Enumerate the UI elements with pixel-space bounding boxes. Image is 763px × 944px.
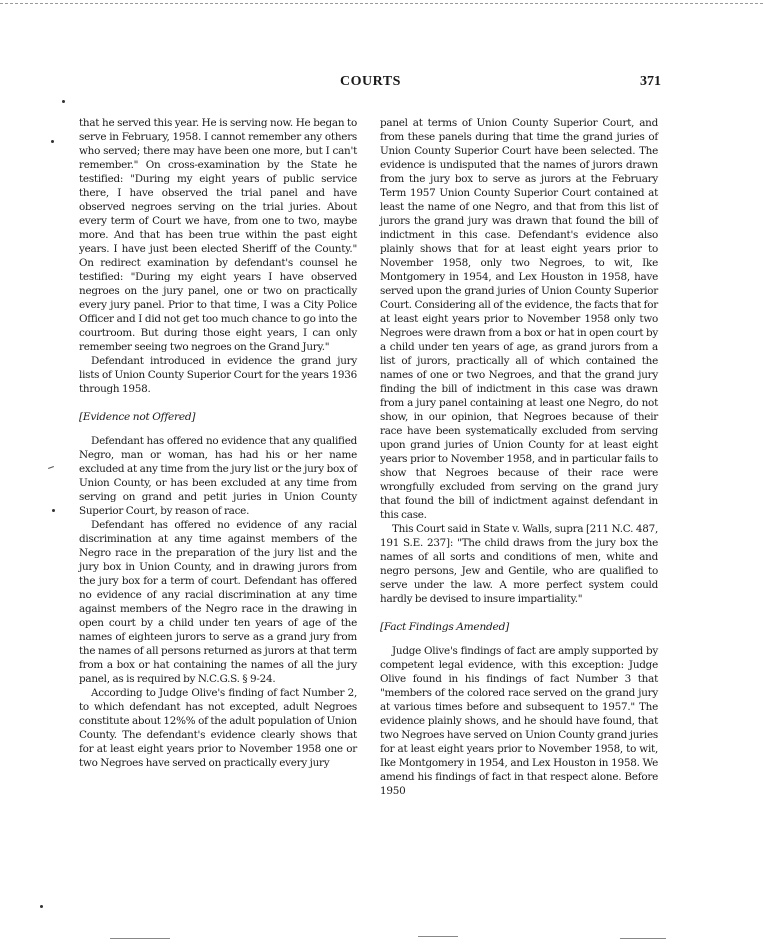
scan-top-border [0,3,763,4]
section-heading: [Evidence not Offered] [79,411,196,423]
scan-speck [40,905,43,908]
paragraph: This Court said in State v. Walls, supra [211 N.C. 487, 191 S.E. 237]: "The child draws from the jury box the names of all sorts and conditions of men, white and negro persons, Jew and Gentile, who are qualified to serve under the law. A more perfect system could hardly be devised to insure impartiality." [380,523,658,605]
page-number: 371 [640,74,661,89]
scan-speck [52,509,55,512]
scan-mark [418,936,458,937]
paragraph: Defendant introduced in evidence the grand jury lists of Union County Superior Court for the years 1936 through 1958. [79,355,357,395]
paragraph: According to Judge Olive's finding of fact Number 2, to which defendant has not excepted, adult Negroes constitute about 12%% of the adult population of Union County. The defendant's evidence clearly shows that for at least eight years prior to November 1958 one or two Negroes have served on practically every jury [79,687,357,769]
scan-speck [51,140,54,143]
paragraph: that he served this year. He is serving now. He began to serve in February, 1958. I cannot remember any others who served; there may have been one more, but I can't remember." On cross-examination by the State he testified: "During my eight years of public service there, I have observed the trial panel and have observed negroes serving on the trial juries. About every term of Court we have, from one to two, maybe more. And that has been true within the past eight years. I have just been elected Sheriff of the County." On redirect examination by defendant's counsel he testified: "During my eight years I have observed negroes on the jury panel, one or two on practically every jury panel. Prior to that time, I was a City Police Officer and I did not get too much chance to go into the courtroom. But during those eight years, I can only remember seeing two negroes on the Grand Jury." [79,117,357,353]
running-head: COURTS [340,74,401,89]
scan-mark [620,938,666,939]
paragraph: Defendant has offered no evidence that any qualified Negro, man or woman, has had his or her name excluded at any time from the jury list or the jury box of Union County, or has been excluded at any time from serving on grand and petit juries in Union County Superior Court, by reason of race. [79,435,357,517]
right-column [380,116,658,798]
paragraph: panel at terms of Union County Superior Court, and from these panels during that time the grand juries of Union County Superior Court have been selected. The evidence is undisputed that the names of jurors drawn from the jury box to serve as jurors at the February Term 1957 Union County Superior Court contained at least the name of one Negro, and that from this list of jurors the grand jury was drawn that found the bill of indictment in this case. Defendant's evidence also plainly shows that for at least eight years prior to November 1958, only two Negroes, to wit, Ike Montgomery in 1954, and Lex Houston in 1958, have served upon the grand juries of Union County Superior Court. Considering all of the evidence, the facts that for at least eight years prior to November 1958 only two Negroes were drawn from a box or hat in open court by a child under ten years of age, as grand jurors from a list of jurors, practically all of which contained the names of one or two Negroes, and that the grand jury finding the bill of indictment in this case was drawn from a jury panel containing at least one Negro, do not show, in our opinion, that Negroes because of their race have been systematically excluded from serving upon grand juries of Union County for at least eight years prior to November 1958, and in particular fails to show that Negroes because of their race were wrongfully excluded from serving on the grand jury that found the bill of indictment against defendant in this case. [380,117,658,521]
paragraph: Judge Olive's findings of fact are amply supported by competent legal evidence, with this exception: Judge Olive found in his findings of fact Number 3 that "members of the colored race served on the grand jury at various times before and subsequent to 1957." The evidence plainly shows, and he should have found, that two Negroes have served on Union County grand juries for at least eight years prior to November 1958, to wit, Ike Montgomery in 1954, and Lex Houston in 1958. We amend his findings of fact in that respect alone. Before 1950 [380,645,658,797]
left-column [79,116,357,770]
scan-speck [62,100,65,103]
section-heading: [Fact Findings Amended] [380,621,509,633]
paragraph: Defendant has offered no evidence of any racial discrimination at any time against members of the Negro race in the preparation of the jury list and the jury box in Union County, and in drawing jurors from the jury box for a term of court. Defendant has offered no evidence of any racial discrimination at any time against members of the Negro race in the drawing in open court by a child under ten years of age of the names of eighteen jurors to serve as a grand jury from the names of all persons returned as jurors at that term from a box or hat containing the names of all the jury panel, as is required by N.C.G.S. § 9-24. [79,519,357,685]
scan-mark [110,938,170,939]
margin-mark [48,466,54,469]
